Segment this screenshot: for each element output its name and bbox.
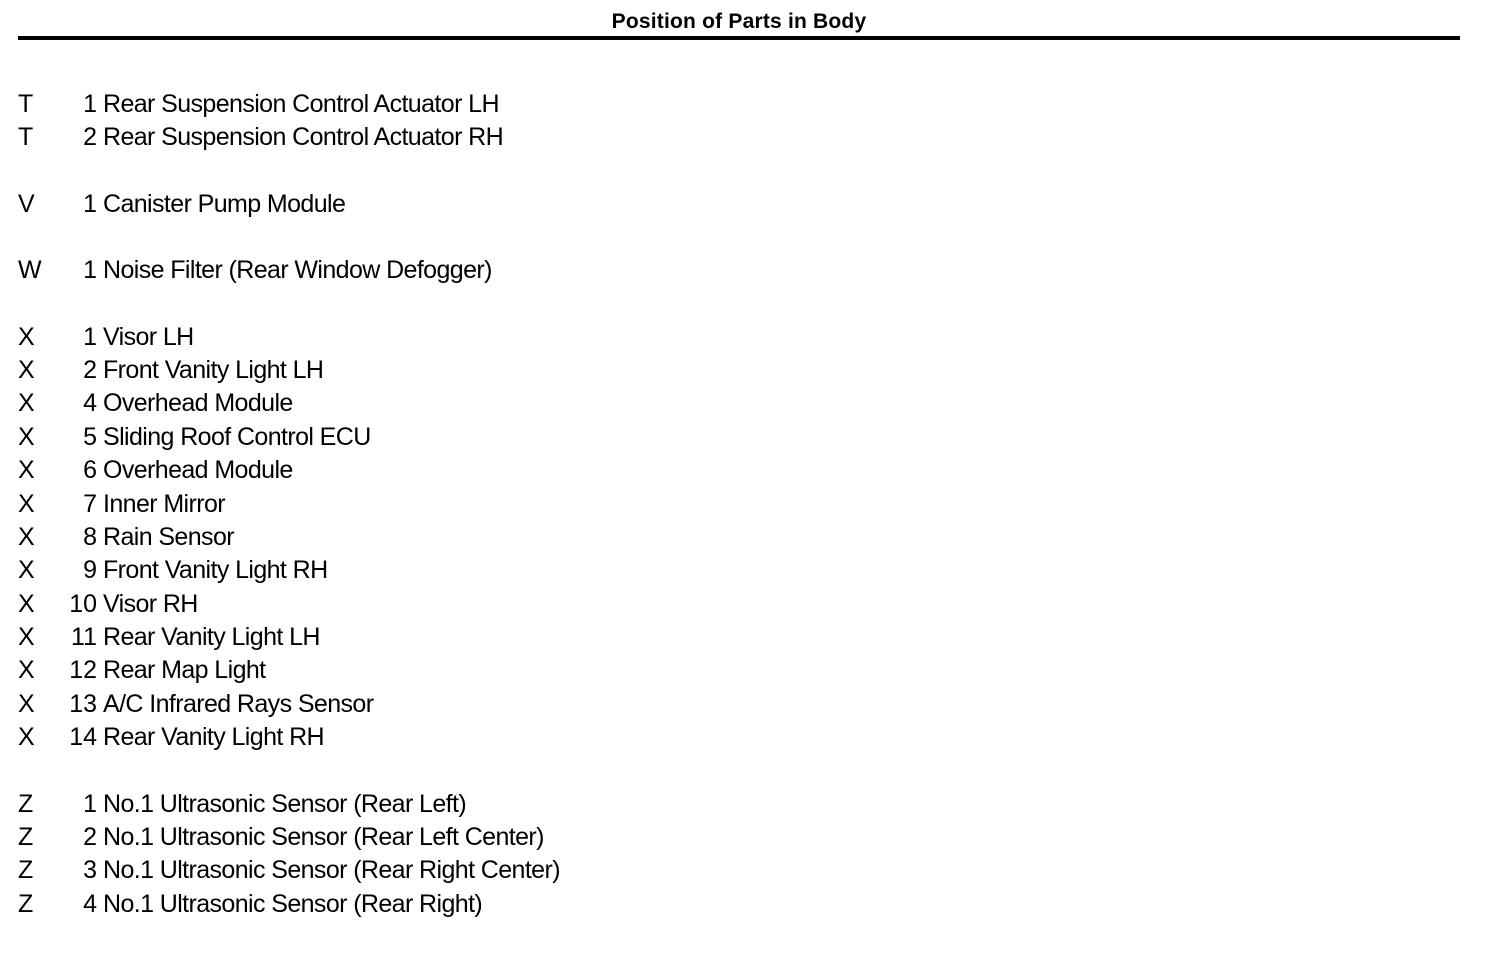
part-row [18, 588, 1218, 621]
part-number: 1 [83, 322, 97, 351]
part-name: No.1 Ultrasonic Sensor (Rear Right) [103, 889, 483, 918]
part-number: 9 [83, 556, 97, 585]
title-divider [18, 36, 1460, 40]
part-name: Canister Pump Module [103, 189, 346, 218]
part-name: Overhead Module [103, 456, 293, 485]
part-code: X [18, 489, 35, 518]
part-name: Noise Filter (Rear Window Defogger) [103, 256, 492, 285]
part-number: 8 [83, 522, 97, 551]
part-number: 11 [71, 623, 97, 652]
part-row [18, 788, 1218, 821]
part-row [18, 721, 1218, 754]
part-name: Rear Vanity Light RH [103, 723, 324, 752]
part-row [18, 488, 1218, 521]
part-code: Z [18, 823, 34, 852]
part-row [18, 354, 1218, 387]
part-code: X [18, 422, 35, 451]
part-number: 5 [83, 422, 97, 451]
part-name: Front Vanity Light LH [103, 355, 324, 384]
part-code: X [18, 322, 35, 351]
part-name: Visor LH [103, 322, 194, 351]
part-number: 6 [83, 456, 97, 485]
part-code: X [18, 456, 35, 485]
part-code: X [18, 522, 35, 551]
part-code: X [18, 556, 35, 585]
part-number: 2 [83, 355, 97, 384]
part-code: X [18, 689, 35, 718]
part-code: T [18, 123, 34, 152]
part-group [18, 88, 1218, 155]
part-code: W [18, 256, 42, 285]
part-name: Rear Suspension Control Actuator RH [103, 123, 504, 152]
part-name: Front Vanity Light RH [103, 556, 328, 585]
part-name: Rear Suspension Control Actuator LH [103, 90, 499, 118]
part-number: 1 [83, 789, 97, 818]
part-name: Rear Map Light [103, 656, 266, 685]
part-name: Visor RH [103, 589, 198, 618]
part-row [18, 454, 1218, 487]
part-number: 2 [83, 823, 97, 852]
part-row [18, 321, 1218, 354]
part-code: X [18, 656, 35, 685]
part-group [18, 188, 1218, 221]
part-group [18, 321, 1218, 755]
part-number: 1 [83, 189, 97, 218]
part-row [18, 521, 1218, 554]
part-row [18, 888, 1218, 921]
part-code: X [18, 623, 35, 652]
part-name: Overhead Module [103, 389, 293, 418]
part-row [18, 554, 1218, 587]
part-name: No.1 Ultrasonic Sensor (Rear Right Center) [103, 856, 560, 885]
part-name: Rear Vanity Light LH [103, 623, 320, 652]
part-row [18, 854, 1218, 887]
part-number: 3 [83, 856, 97, 885]
part-code: V [18, 189, 35, 218]
part-code: X [18, 355, 35, 384]
part-number: 10 [69, 589, 97, 618]
parts-list [18, 88, 1218, 954]
part-number: 12 [69, 656, 97, 685]
part-name: Inner Mirror [103, 489, 225, 518]
part-number: 4 [83, 389, 97, 418]
part-group [18, 254, 1218, 287]
part-code: Z [18, 856, 34, 885]
part-code: X [18, 723, 35, 752]
part-number: 2 [83, 123, 97, 152]
part-row [18, 254, 1218, 287]
part-group [18, 788, 1218, 922]
part-name: Sliding Roof Control ECU [103, 422, 371, 451]
part-row [18, 688, 1218, 721]
part-row [18, 821, 1218, 854]
part-row [18, 121, 1218, 154]
part-code: X [18, 389, 35, 418]
part-name: No.1 Ultrasonic Sensor (Rear Left Center) [103, 823, 544, 852]
part-number: 1 [83, 90, 97, 118]
part-code: T [18, 90, 34, 118]
part-code: Z [18, 889, 34, 918]
part-row [18, 621, 1218, 654]
part-row [18, 421, 1218, 454]
part-number: 7 [83, 489, 97, 518]
part-name: No.1 Ultrasonic Sensor (Rear Left) [103, 789, 467, 818]
part-name: A/C Infrared Rays Sensor [103, 689, 374, 718]
part-name: Rain Sensor [103, 522, 234, 551]
part-number: 14 [69, 723, 97, 752]
part-code: Z [18, 789, 34, 818]
part-row [18, 387, 1218, 420]
part-row [18, 88, 1218, 121]
page-title: Position of Parts in Body [611, 10, 867, 33]
part-row [18, 188, 1218, 221]
part-number: 4 [83, 889, 97, 918]
part-number: 1 [83, 256, 97, 285]
part-code: X [18, 589, 35, 618]
part-row [18, 654, 1218, 687]
part-number: 13 [69, 689, 97, 718]
